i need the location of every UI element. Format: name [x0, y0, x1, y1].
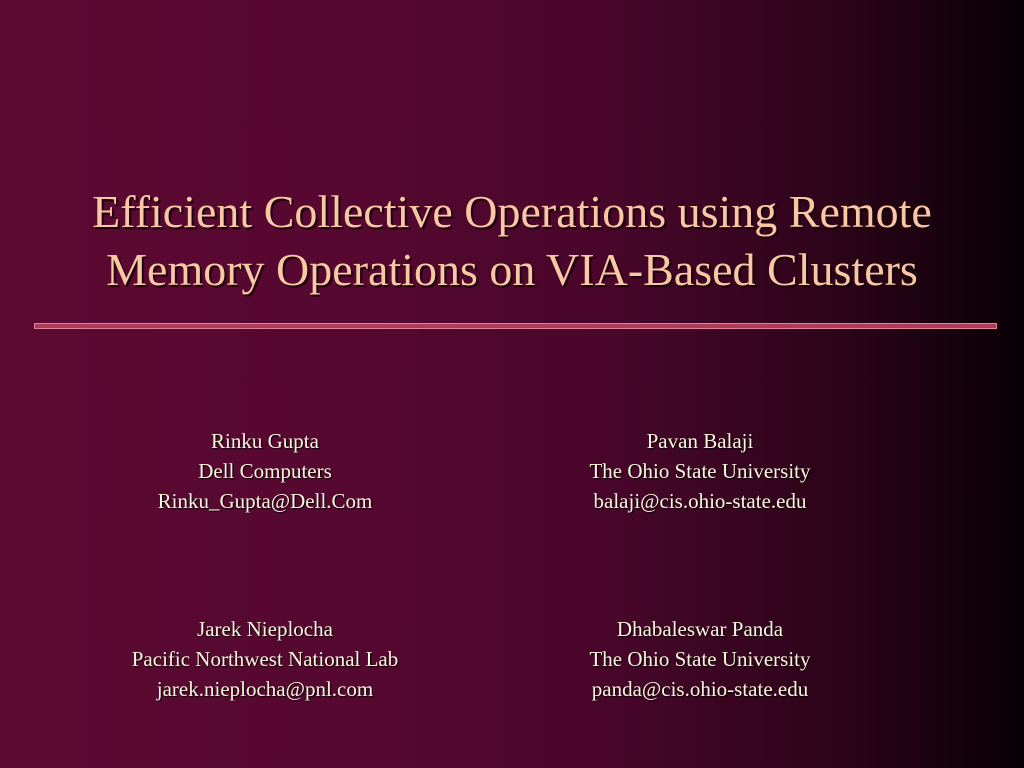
author-affiliation: Pacific Northwest National Lab — [131, 647, 399, 671]
author-name: Dhabaleswar Panda — [616, 617, 784, 641]
author-affiliation: Dell Computers — [198, 459, 332, 483]
author-name: Jarek Nieplocha — [197, 617, 333, 641]
author-affiliation: The Ohio State University — [589, 459, 811, 483]
slide-title — [0, 183, 1024, 299]
author-affiliation: The Ohio State University — [589, 647, 811, 671]
author-email: Rinku_Gupta@Dell.Com — [157, 489, 373, 513]
author-block-nieplocha — [65, 614, 465, 704]
title-divider — [34, 323, 997, 329]
author-name: Rinku Gupta — [211, 429, 319, 453]
slide-title-line-2: Memory Operations on VIA-Based Clusters — [106, 244, 918, 295]
author-email: balaji@cis.ohio-state.edu — [593, 489, 807, 513]
author-block-panda — [500, 614, 900, 704]
author-email: jarek.nieplocha@pnl.com — [156, 677, 374, 701]
author-block-balaji — [500, 426, 900, 516]
author-name: Pavan Balaji — [646, 429, 754, 453]
author-block-gupta — [65, 426, 465, 516]
slide-title-line-1: Efficient Collective Operations using Remote — [92, 186, 932, 237]
author-email: panda@cis.ohio-state.edu — [591, 677, 809, 701]
